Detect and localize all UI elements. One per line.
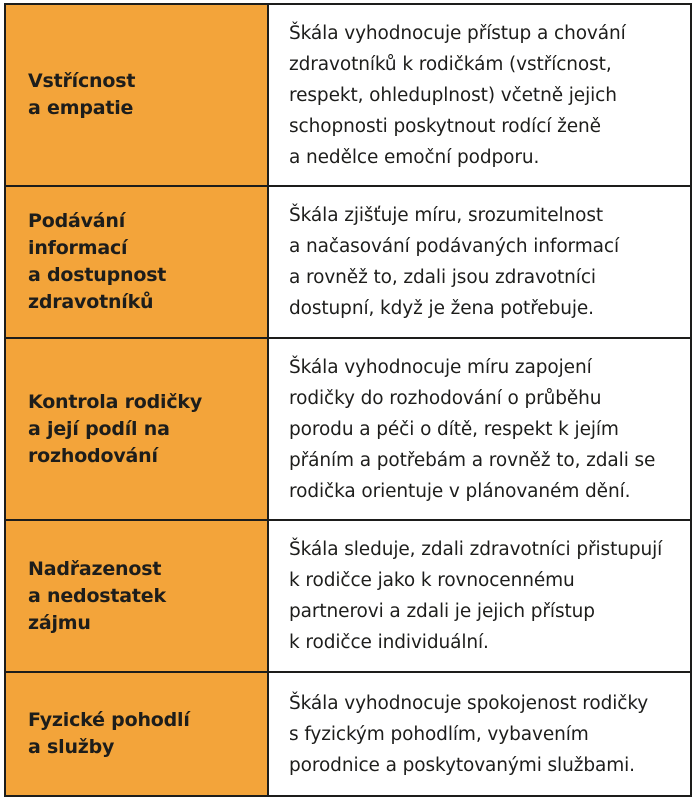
scale-description-line: Škála vyhodnocuje přístup a chování <box>289 22 626 44</box>
scale-name-line: a služby <box>28 736 115 758</box>
scale-description-line: rodičky do rozhodování o průběhu <box>289 387 602 409</box>
scale-description-line: schopnosti poskytnout rodící ženě <box>289 115 601 137</box>
scale-description-cell <box>268 186 691 338</box>
scale-name-cell <box>5 338 268 520</box>
scale-name-cell <box>5 186 268 338</box>
scale-description-cell <box>268 338 691 520</box>
scale-name-line: a dostupnost <box>28 264 167 286</box>
table-row-2 <box>5 186 691 338</box>
scale-description-line: s fyzickým pohodlím, vybavením <box>289 723 589 745</box>
scale-description-cell <box>268 672 691 796</box>
scale-description-line: respekt, ohleduplnost) včetně jejich <box>289 84 617 106</box>
scale-name-line: informací <box>28 237 128 259</box>
scale-description-line: a nedělce emoční podporu. <box>289 146 540 168</box>
scale-description-cell <box>268 4 691 186</box>
scale-name-cell <box>5 520 268 672</box>
scale-description-line: porodnice a poskytovanými službami. <box>289 754 635 776</box>
scale-description-line: dostupní, když je žena potřebuje. <box>289 298 594 319</box>
table-row-5 <box>5 672 691 796</box>
table-row-1 <box>5 4 691 186</box>
scale-description-line: Škála sleduje, zdali zdravotníci přistupují <box>289 539 663 560</box>
scale-name-line: rozhodování <box>28 444 158 467</box>
scale-name-line: Kontrola rodičky <box>28 390 203 413</box>
scale-description-line: partnerovi a zdali je jejich přístup <box>289 601 595 622</box>
scales-table <box>4 3 692 797</box>
scale-name-line: Vstřícnost <box>28 70 136 92</box>
scale-description-line: porodu a péči o dítě, respekt k jejím <box>289 418 619 440</box>
scale-name-line: Podávání <box>28 210 126 232</box>
scale-name-cell <box>5 672 268 796</box>
scale-name-line: Fyzické pohodlí <box>28 709 190 731</box>
table-row-3 <box>5 338 691 520</box>
scale-name-cell <box>5 4 268 186</box>
scale-description-line: zdravotníků k rodičkám (vstřícnost, <box>289 53 612 75</box>
scale-description-line: rodička orientuje v plánovaném dění. <box>289 480 631 502</box>
scale-description-line: k rodičce individuální. <box>289 632 489 653</box>
table-row-4 <box>5 520 691 672</box>
scale-name-line: a empatie <box>28 97 134 119</box>
scale-description-line: Škála vyhodnocuje spokojenost rodičky <box>289 692 649 714</box>
scale-description-line: a načasování podávaných informací <box>289 236 619 257</box>
scale-name-line: a její podíl na <box>28 417 170 440</box>
scale-name-line: Nadřazenost <box>28 557 162 580</box>
scale-description-line: Škála zjišťuje míru, srozumitelnost <box>289 205 604 226</box>
scale-description-cell <box>268 520 691 672</box>
scale-name-line: a nedostatek <box>28 584 166 607</box>
scale-name-line: zdravotníků <box>28 291 154 313</box>
scale-name-line: zájmu <box>28 611 91 634</box>
scale-description-line: a rovněž to, zdali jsou zdravotníci <box>289 267 596 288</box>
scale-description-line: Škála vyhodnocuje míru zapojení <box>289 356 592 378</box>
scale-description-line: přáním a potřebám a rovněž to, zdali se <box>289 449 656 471</box>
scale-description-line: k rodičce jako k rovnocennému <box>289 570 575 591</box>
